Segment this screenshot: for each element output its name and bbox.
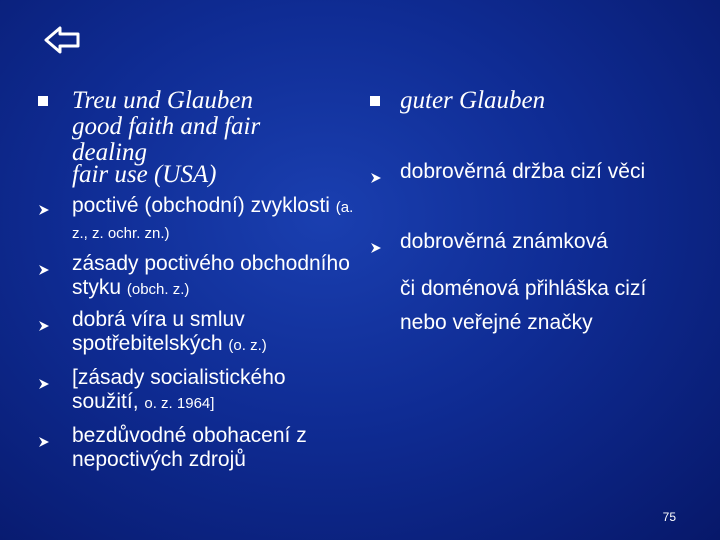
- left-item-3-note: (o. z.): [228, 337, 267, 354]
- left-item-2: [72, 252, 372, 302]
- left-heading-line2: good faith and fair dealing: [72, 113, 261, 166]
- list-item: [38, 198, 51, 221]
- left-item-4-note: o. z. 1964]: [144, 395, 215, 412]
- list-item: [370, 236, 383, 259]
- arrowhead-bullet-icon: [38, 372, 51, 395]
- arrowhead-bullet-icon: [38, 198, 51, 221]
- left-item-1-note: (a. z., z. ochr. zn.): [72, 199, 354, 242]
- arrowhead-bullet-icon: [38, 430, 51, 453]
- left-heading-bullet: [38, 94, 48, 106]
- list-item: [38, 314, 51, 337]
- right-item-2-continuation: či doménová přihláška cizí nebo veřejné značky: [400, 277, 647, 334]
- arrowhead-bullet-icon: [370, 166, 383, 189]
- page-number: 75: [662, 510, 676, 524]
- left-item-4-main: [zásady socialistického soužití,: [72, 366, 286, 413]
- arrowhead-bullet-icon: [38, 314, 51, 337]
- right-column: [370, 88, 690, 348]
- left-item-2-note: (obch. z.): [126, 281, 190, 298]
- square-bullet-icon: [370, 96, 380, 106]
- list-item: [38, 258, 51, 281]
- list-item: [38, 372, 51, 395]
- list-item: [38, 430, 51, 453]
- right-item-2: dobrověrná známková: [400, 230, 608, 253]
- left-item-5-main: bezdůvodné obohacení z nepoctivých zdrojů: [72, 424, 307, 471]
- square-bullet-icon: [38, 96, 48, 106]
- left-item-3: [72, 308, 352, 358]
- list-item: [370, 166, 383, 189]
- left-heading-line3: fair use (USA): [72, 161, 217, 188]
- left-item-5: [72, 424, 342, 472]
- back-arrow-icon[interactable]: [42, 22, 86, 58]
- left-column: [38, 88, 368, 488]
- right-heading-bullet: [370, 94, 380, 106]
- left-item-2-main: zásady poctivého obchodního styku: [72, 252, 350, 299]
- right-heading: guter Glauben: [400, 87, 546, 114]
- left-item-1-main: poctivé (obchodní) zvyklosti: [72, 194, 330, 217]
- arrowhead-bullet-icon: [370, 236, 383, 259]
- right-item-1: dobrověrná držba cizí věci: [400, 160, 646, 183]
- arrowhead-bullet-icon: [38, 258, 51, 281]
- left-item-3-main: dobrá víra u smluv spotřebitelských: [72, 308, 245, 355]
- left-item-1: [72, 194, 372, 246]
- left-item-4: [72, 366, 342, 416]
- left-heading-line1: Treu und Glauben: [72, 87, 254, 114]
